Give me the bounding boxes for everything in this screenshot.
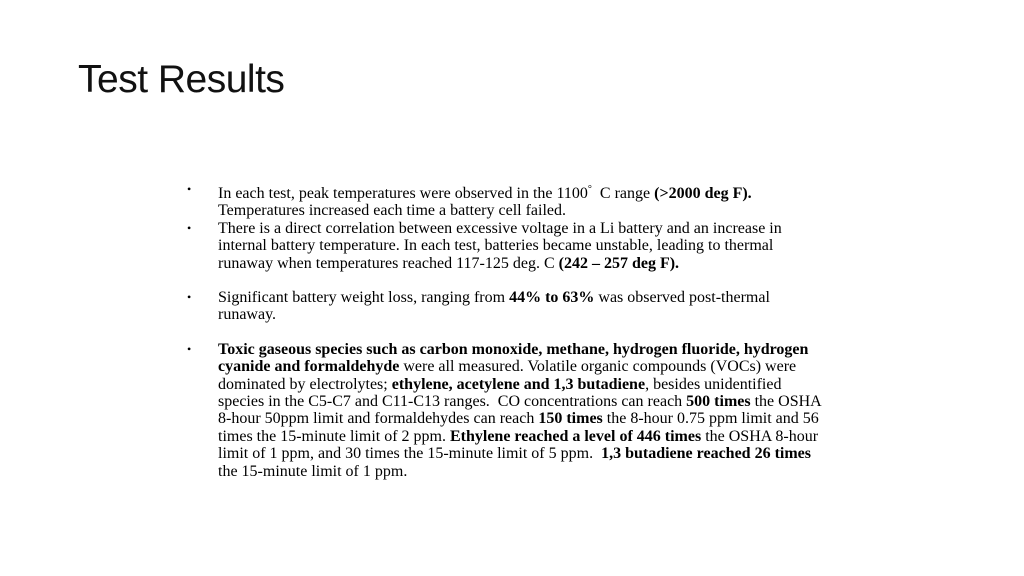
bullet-text: was observed post-thermal runaway. bbox=[218, 289, 770, 324]
bullet-dot: • bbox=[187, 290, 192, 305]
bullet-bold-text: (242 – 257 deg F). bbox=[558, 254, 680, 272]
bullet-dot: • bbox=[187, 182, 192, 196]
bullet-bold-text: (>2000 deg F). bbox=[654, 185, 752, 202]
bullet-text: the 8-hour 0.75 ppm limit and 56 times the 15-minute limit of 2 ppm. bbox=[218, 410, 819, 445]
bullet-text: C range bbox=[591, 185, 655, 202]
bullet-bold-text: 1,3 butadiene reached 26 times bbox=[601, 445, 811, 463]
bullet-text: , besides unidentified species in the C5-C7 and C11-C13 ranges. CO concentrations can reach bbox=[218, 375, 786, 411]
slide-title: Test Results bbox=[78, 58, 285, 101]
bullet-bold-text: 150 times bbox=[538, 410, 603, 428]
bullet-text: were all measured. Volatile organic compounds (VOCs) were dominated by electrolytes; bbox=[218, 358, 797, 393]
bullet-list bbox=[187, 181, 823, 480]
bullet-bold-text: ethylene, acetylene and 1,3 butadiene bbox=[391, 375, 646, 393]
bullet-text: Significant battery weight loss, ranging from bbox=[218, 289, 510, 307]
bullet-item-weight-loss bbox=[187, 289, 823, 324]
bullet-text: In each test, peak temperatures were observed in the 1100 bbox=[218, 185, 588, 202]
bullet-dot: • bbox=[187, 341, 192, 356]
degree-symbol: ° bbox=[587, 184, 592, 195]
bullet-text: There is a direct correlation between excessive voltage in a Li battery and an increase in internal battery temperature. In each test, batteries became unstable, leading to thermal runaway when temperatures reached 117-125 deg. C bbox=[218, 219, 782, 272]
bullet-bold-text: Ethylene reached a level of 446 times bbox=[449, 427, 702, 445]
bullet-bold-text: 44% to 63% bbox=[509, 289, 595, 307]
bullet-item-toxic-gases bbox=[187, 341, 823, 480]
bullet-text: the OSHA 8-hour limit of 1 ppm, and 30 times the 15-minute limit of 5 ppm. bbox=[218, 427, 823, 463]
bullet-dot: • bbox=[187, 220, 192, 235]
bullet-item-peak-temperatures bbox=[187, 181, 823, 220]
bullet-text: Temperatures increased each time a battery cell failed. bbox=[218, 185, 760, 220]
bullet-text: the 15-minute limit of 1 ppm. bbox=[218, 462, 408, 480]
bullet-bold-text: 500 times bbox=[686, 393, 751, 411]
bullet-bold-text: Toxic gaseous species such as carbon monoxide, methane, hydrogen fluoride, hydrogen cyanide and formaldehyde bbox=[218, 340, 809, 376]
bullet-text: the OSHA 8-hour 50ppm limit and formaldehydes can reach bbox=[218, 393, 821, 428]
bullet-item-voltage-correlation bbox=[187, 220, 823, 272]
